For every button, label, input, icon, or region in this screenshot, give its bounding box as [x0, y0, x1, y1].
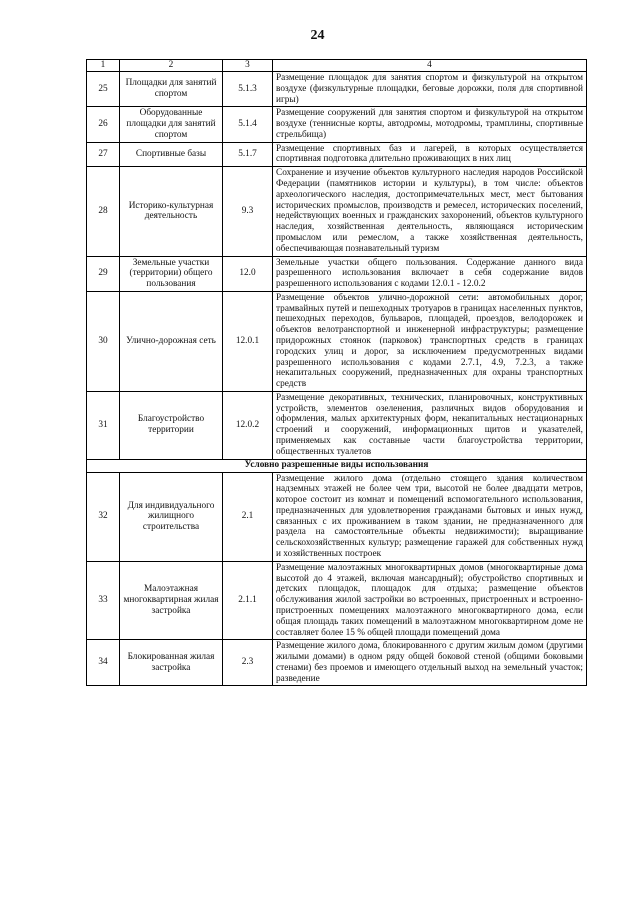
land-use-name: Оборудованные площадки для занятий спортом	[120, 107, 223, 142]
column-header: 4	[273, 60, 587, 72]
land-use-name: Историко-культурная деятельность	[120, 167, 223, 256]
land-use-description: Размещение сооружений для занятия спортом и физкультурой на открытом воздухе (теннисные корты, автодромы, мотодромы, трамплины, спортивные стрельбища)	[273, 107, 587, 142]
land-use-description: Размещение жилого дома, блокированного с другим жилым домом (другими жилыми домами) в одном ряду общей боковой стеной (общими боковыми стенами) без проемов и имеющего отдельный выход на земельный участок; разведение	[273, 640, 587, 686]
land-use-code: 12.0.1	[223, 291, 273, 391]
land-use-description: Размещение площадок для занятия спортом и физкультурой на открытом воздухе (физкультурные площадки, беговые дорожки, поля для спортивной игры)	[273, 72, 587, 107]
row-number: 33	[87, 561, 120, 639]
table-row	[87, 472, 587, 561]
land-use-name: Для индивидуального жилищного строительства	[120, 472, 223, 561]
land-use-table	[86, 59, 587, 686]
column-header: 3	[223, 60, 273, 72]
land-use-description: Размещение спортивных баз и лагерей, в которых осуществляется спортивная подготовка длительно проживающих в них лиц	[273, 142, 587, 167]
section-row	[87, 459, 587, 472]
land-use-name: Земельные участки (территории) общего пользования	[120, 256, 223, 291]
land-use-description: Размещение объектов улично-дорожной сети: автомобильных дорог, трамвайных путей и пешеходных тротуаров в границах населенных пунктов, пешеходных переходов, бульваров, площадей, проездов, велодорожек и объектов велотранспортной и инженерной инфраструктуры; размещение придорожных стоянок (парковок) транспортных средств в границах городских улиц и дорог, за исключением предусмотренных видами разрешенного использования с кодами 2.7.1, 4.9, 7.2.3, а также некапитальных сооружений, предназначенных для охраны транспортных средств	[273, 291, 587, 391]
land-use-name: Малоэтажная многоквартирная жилая застройка	[120, 561, 223, 639]
row-number: 34	[87, 640, 120, 686]
table-row	[87, 256, 587, 291]
table-row	[87, 72, 587, 107]
row-number: 30	[87, 291, 120, 391]
table-body-conditional	[87, 472, 587, 686]
land-use-code: 5.1.3	[223, 72, 273, 107]
column-header: 2	[120, 60, 223, 72]
land-use-name: Улично-дорожная сеть	[120, 291, 223, 391]
land-use-code: 2.1.1	[223, 561, 273, 639]
table-row	[87, 291, 587, 391]
land-use-description: Земельные участки общего пользования. Содержание данного вида разрешенного использования включает в себя содержание видов разрешенного использования с кодами 12.0.1 - 12.0.2	[273, 256, 587, 291]
land-use-code: 9.3	[223, 167, 273, 256]
land-use-name: Благоустройство территории	[120, 391, 223, 459]
land-use-description: Размещение жилого дома (отдельно стоящего здания количеством надземных этажей не более чем три, высотой не более двадцати метров, которое состоит из комнат и помещений вспомогательного использования, предназначенных для удовлетворения гражданами бытовых и иных нужд, связанных с их проживанием в таком здании, не предназначенного для раздела на самостоятельные объекты недвижимости); выращивание сельскохозяйственных культур; размещение гаражей для собственных нужд и хозяйственных построек	[273, 472, 587, 561]
table-body-permitted	[87, 72, 587, 460]
page-number: 24	[310, 28, 325, 43]
land-use-name: Спортивные базы	[120, 142, 223, 167]
land-use-code: 2.3	[223, 640, 273, 686]
land-use-code: 2.1	[223, 472, 273, 561]
land-use-name: Площадки для занятий спортом	[120, 72, 223, 107]
row-number: 28	[87, 167, 120, 256]
row-number: 25	[87, 72, 120, 107]
header-row	[87, 60, 587, 72]
row-number: 32	[87, 472, 120, 561]
row-number: 31	[87, 391, 120, 459]
row-number: 27	[87, 142, 120, 167]
land-use-description: Размещение малоэтажных многоквартирных домов (многоквартирные дома высотой до 4 этажей, включая мансардный); обустройство спортивных и детских площадок, площадок для отдыха; размещение объектов обслуживания жилой застройки во встроенных, пристроенных и встроенно-пристроенных помещениях малоэтажного многоквартирного дома, если общая площадь таких помещений в малоэтажном многоквартирном доме не составляет более 15 % общей площади помещений дома	[273, 561, 587, 639]
land-use-code: 12.0.2	[223, 391, 273, 459]
table-row	[87, 167, 587, 256]
table-row	[87, 561, 587, 639]
table-row	[87, 107, 587, 142]
land-use-name: Блокированная жилая застройка	[120, 640, 223, 686]
land-use-description: Сохранение и изучение объектов культурного наследия народов Российской Федерации (памятников истории и культуры), в том числе: объектов археологического наследия, достопримечательных мест, мест бытования исторических промыслов, производств и ремесел, исторических поселений, недействующих военных и гражданских захоронений, объектов культурного наследия, хозяйственная деятельность, являющаяся историческим промыслом или ремеслом, а также хозяйственная деятельность, обеспечивающая познавательный туризм	[273, 167, 587, 256]
section-title: Условно разрешенные виды использования	[87, 459, 587, 472]
table-row	[87, 391, 587, 459]
land-use-code: 5.1.7	[223, 142, 273, 167]
column-header: 1	[87, 60, 120, 72]
land-use-code: 12.0	[223, 256, 273, 291]
row-number: 26	[87, 107, 120, 142]
row-number: 29	[87, 256, 120, 291]
table-row	[87, 640, 587, 686]
table-row	[87, 142, 587, 167]
land-use-description: Размещение декоративных, технических, планировочных, конструктивных устройств, элементов озеленения, различных видов оборудования и оформления, малых архитектурных форм, некапитальных нестационарных строений и сооружений, информационных щитов и указателей, применяемых как составные части благоустройства территории, общественных туалетов	[273, 391, 587, 459]
land-use-code: 5.1.4	[223, 107, 273, 142]
